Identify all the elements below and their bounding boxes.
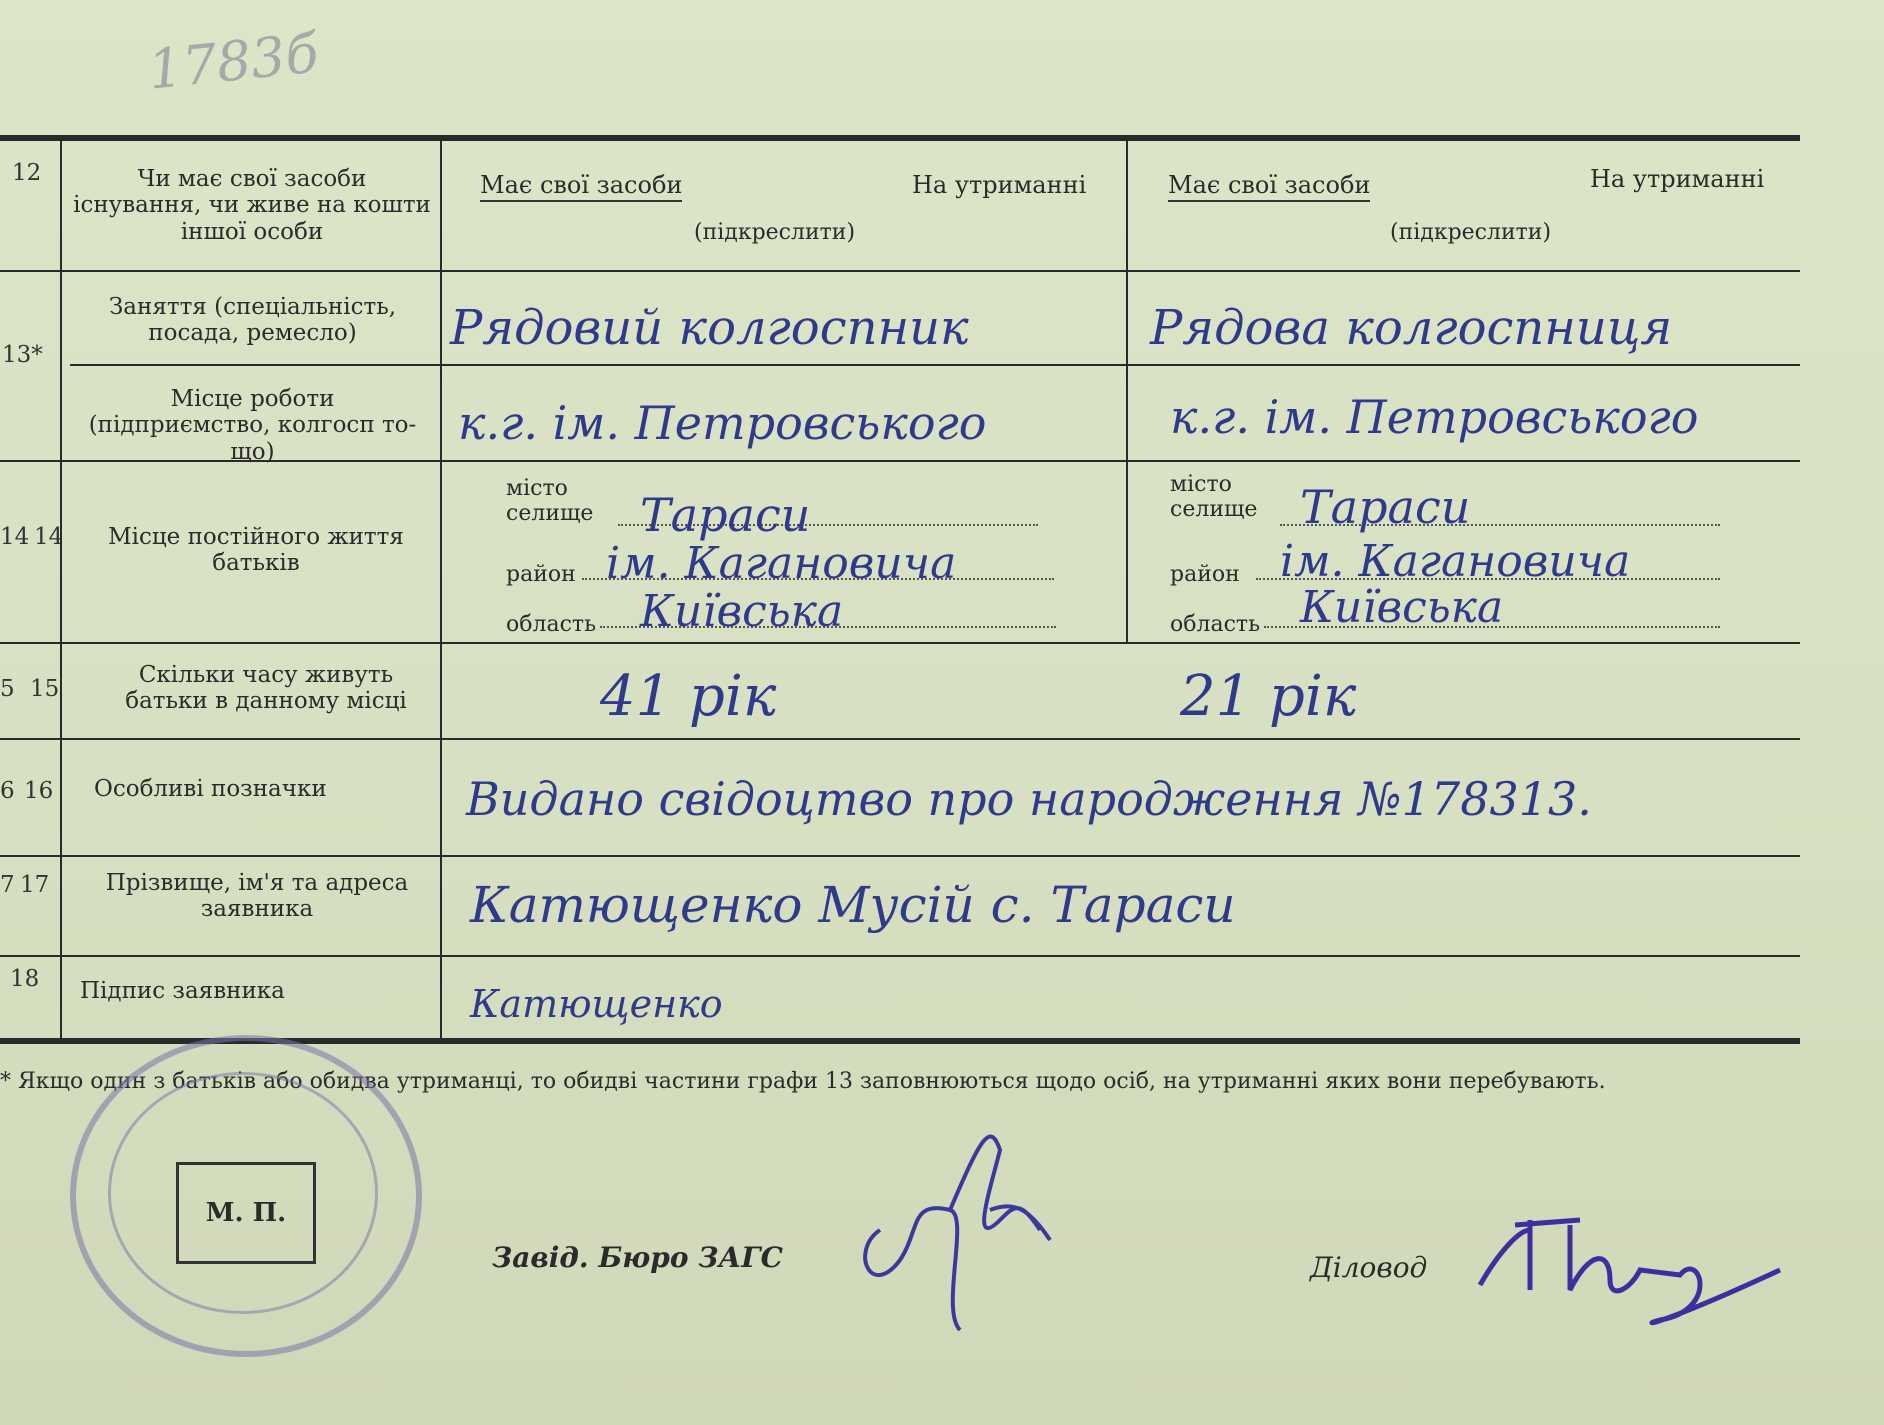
father-district: ім. Кагановича (606, 538, 957, 589)
option-dependent: На утриманні (1590, 165, 1765, 193)
footnote: * Якщо один з батьків або обидва утриманці, то обидві частини графи 13 заповнюються щодо осіб, на утриманні яких вони перебувають. (0, 1069, 1606, 1094)
row-divider (0, 738, 1800, 740)
row-number: 18 (10, 966, 40, 992)
stamp-place-box: М. П. (176, 1162, 316, 1264)
row-label: Місце постійного життя батьків (108, 524, 404, 577)
row-divider (0, 855, 1800, 857)
margin-number: 5 (0, 676, 15, 702)
row-label: Заняття (спеціальність, посада, ремесло) (108, 294, 397, 347)
field-label-town: місто селище (506, 476, 594, 527)
row-label: Місце роботи (підприємство, колгосп то-що) (88, 386, 417, 465)
special-notes: Видано свідоцтво про народження №178313. (466, 772, 1592, 826)
workplace-mother: к.г. ім. Петровського (1170, 390, 1699, 444)
row-divider (0, 955, 1800, 957)
row-number: 12 (12, 160, 42, 186)
margin-number: 14 (0, 524, 30, 550)
margin-number: 6 (0, 778, 15, 804)
row-divider (0, 270, 1800, 272)
clerk-signature (1460, 1190, 1800, 1350)
row-number: 13* (2, 342, 43, 368)
workplace-father: к.г. ім. Петровського (458, 396, 987, 450)
option-own-means: Має свої засоби (480, 172, 682, 202)
father-region: Київська (640, 586, 844, 637)
row-divider (70, 364, 1800, 366)
row-label: Чи має свої засоби існування, чи живе на кошти іншої особи (73, 166, 431, 245)
father-village: Тараси (640, 488, 811, 542)
row-label: Прізвище, ім'я та адреса заявника (105, 870, 409, 923)
row-divider (0, 642, 1800, 644)
occupation-father: Рядовий колгоспник (450, 300, 969, 356)
margin-number: 7 (0, 872, 15, 898)
years-mother: 21 рік (1180, 664, 1357, 729)
row-number: 16 (24, 778, 54, 804)
row-number: 17 (20, 872, 50, 898)
field-label-town: місто селище (1170, 472, 1258, 523)
row-number: 14 (34, 524, 64, 550)
underline-hint: (підкреслити) (694, 220, 856, 245)
mother-region: Київська (1300, 582, 1504, 633)
option-dependent: На утриманні (912, 171, 1087, 199)
applicant-signature: Катющенко (470, 982, 723, 1026)
row-label: Підпис заявника (80, 978, 285, 1004)
field-label-region: область (1170, 612, 1261, 637)
col-divider (1126, 138, 1128, 644)
col-divider (440, 138, 442, 1040)
col-divider (60, 138, 62, 1040)
underline-hint: (підкреслити) (1390, 220, 1552, 245)
mother-district: ім. Кагановича (1280, 536, 1631, 587)
field-label-district: район (506, 562, 576, 587)
option-own-means: Має свої засоби (1168, 172, 1370, 202)
mother-village: Тараси (1300, 480, 1471, 534)
applicant-name-address: Катющенко Мусій с. Тараси (470, 876, 1236, 934)
field-label-region: область (506, 612, 597, 637)
archive-note: 1783б (145, 21, 322, 102)
clerk-label: Діловод (1310, 1251, 1428, 1284)
row-label: Особливі позначки (94, 776, 327, 802)
years-father: 41 рік (600, 664, 777, 729)
head-signature (840, 1110, 1070, 1340)
occupation-mother: Рядова колгоспниця (1150, 300, 1673, 356)
field-label-district: район (1170, 562, 1240, 587)
row-label: Скільки часу живуть батьки в данному місці (125, 662, 407, 715)
row-number: 15 (30, 676, 60, 702)
head-label: Завід. Бюро ЗАГС (492, 1241, 783, 1274)
top-rule (0, 135, 1800, 141)
